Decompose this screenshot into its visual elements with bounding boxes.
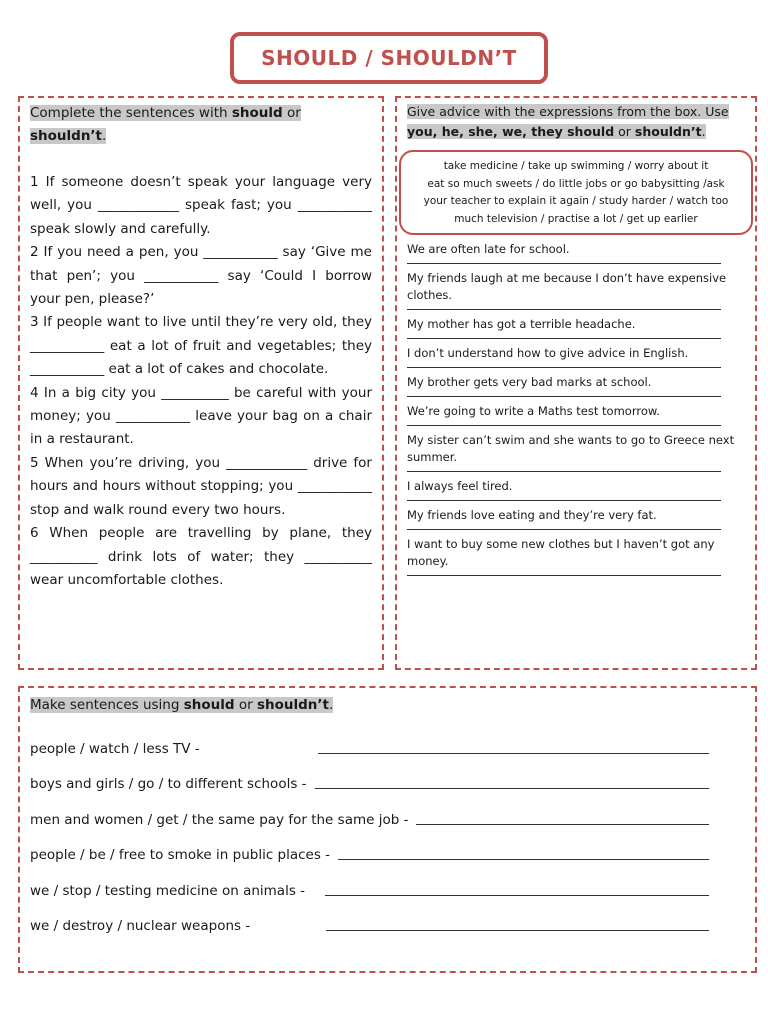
sentence-item-1: 1 If someone doesn’t speak your language very well, you ____________ speak fast; you ___________ speak slowly and carefully. (30, 174, 372, 237)
answer-line[interactable] (407, 263, 721, 264)
advice-item: I don’t understand how to give advice in English. (407, 345, 745, 368)
prompt-row: we / destroy / nuclear weapons - (30, 899, 745, 935)
prompt-row: we / stop / testing medicine on animals - (30, 863, 745, 899)
answer-line[interactable] (407, 471, 721, 472)
answer-line[interactable] (407, 425, 721, 426)
bottom-instruction: Make sentences using should or shouldn’t. (30, 697, 334, 713)
advice-item: My sister can’t swim and she wants to go to Greece next summer. (407, 432, 745, 472)
box-line: eat so much sweets / do little jobs or go babysitting /ask (427, 177, 725, 190)
answer-line[interactable] (407, 309, 721, 310)
advice-item: My friends laugh at me because I don’t have expensive clothes. (407, 270, 745, 310)
advice-item: I always feel tired. (407, 478, 745, 501)
advice-item: My brother gets very bad marks at school. (407, 374, 745, 397)
left-items (30, 171, 372, 592)
answer-line[interactable] (325, 895, 709, 896)
sentence-item-5: 5 When you’re driving, you ____________ drive for hours and hours without stopping; you ___________ stop and walk round every two hours. (30, 454, 372, 518)
prompt-row: men and women / get / the same pay for the same job - (30, 792, 745, 828)
advice-item: My mother has got a terrible headache. (407, 316, 745, 339)
answer-line[interactable] (407, 529, 721, 530)
advice-item: I want to buy some new clothes but I haven’t got any money. (407, 536, 745, 576)
answer-line[interactable] (416, 824, 709, 825)
advice-item: We’re going to write a Maths test tomorrow. (407, 403, 745, 426)
answer-line[interactable] (318, 753, 709, 754)
answer-line[interactable] (407, 338, 721, 339)
worksheet-title: SHOULD / SHOULDN’T (261, 46, 517, 70)
answer-line[interactable] (407, 367, 721, 368)
exercise-make-sentences (18, 686, 757, 973)
sentence-item-6: 6 When people are travelling by plane, they __________ drink lots of water; they __________ wear uncomfortable clothes. (30, 525, 372, 588)
box-line: much television / practise a lot / get up earlier (454, 212, 698, 225)
prompt-row: people / be / free to smoke in public places - (30, 828, 745, 864)
sentence-item-2: 2 If you need a pen, you ___________ say ‘Give me that pen’; you ___________ say ‘Could I borrow your pen, please?’ (30, 244, 372, 308)
answer-line[interactable] (326, 930, 709, 931)
box-line: your teacher to explain it again / study harder / watch too (423, 195, 729, 208)
answer-line[interactable] (315, 788, 709, 789)
sentence-item-4: 4 In a big city you __________ be careful with your money; you ___________ leave your bag on a chair in a restaurant. (30, 384, 372, 448)
answer-line[interactable] (338, 859, 709, 860)
advice-item: We are often late for school. (407, 241, 745, 264)
answer-line[interactable] (407, 500, 721, 501)
title-box (230, 32, 548, 84)
sentence-item-3: 3 If people want to live until they’re very old, they ___________ eat a lot of fruit and vegetables; they ___________ eat a lot of cakes and chocolate. (30, 314, 372, 378)
advice-list (407, 241, 745, 576)
exercise-give-advice (395, 96, 757, 670)
right-instruction: Give advice with the expressions from the box. Use you, he, she, we, they should or shouldn’t. (407, 104, 729, 139)
sentence-prompts (30, 721, 745, 934)
advice-item: My friends love eating and they’re very fat. (407, 507, 745, 530)
answer-line[interactable] (407, 575, 721, 576)
left-instruction: Complete the sentences with should or shouldn’t. (30, 105, 301, 144)
exercise-complete-sentences (18, 96, 384, 670)
answer-line[interactable] (407, 396, 721, 397)
expressions-box (399, 150, 753, 235)
box-line: take medicine / take up swimming / worry about it (443, 160, 709, 172)
prompt-row: people / watch / less TV - (30, 721, 745, 757)
prompt-row: boys and girls / go / to different schools - (30, 757, 745, 793)
